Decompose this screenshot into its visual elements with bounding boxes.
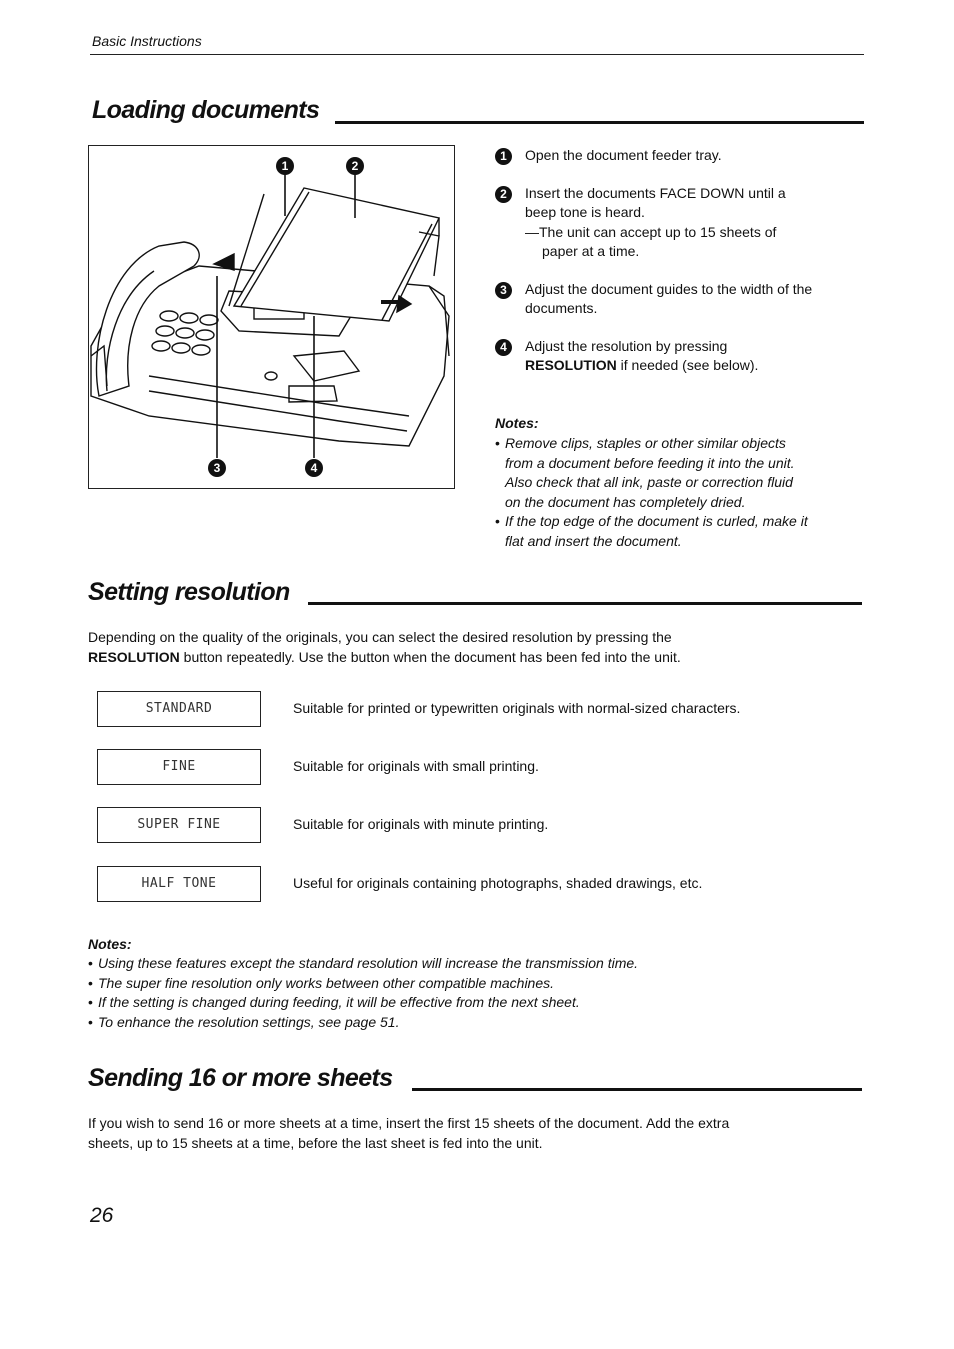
step-text [525,356,865,376]
mode-description: Suitable for originals with minute printing. [293,816,549,832]
step-text: beep tone is heard. [525,204,645,220]
sending-body [88,1114,868,1153]
lcd-display: STANDARD [97,691,261,727]
resolution-mode-super-fine [97,807,877,843]
resolution-mode-fine [97,749,877,785]
lcd-display: SUPER FINE [97,807,261,843]
sending-title-rule [412,1088,862,1091]
loading-steps [495,146,865,394]
step-4 [495,337,865,376]
step-number: 2 [495,186,512,203]
note-item [495,434,865,512]
note-line: flat and insert the document. [505,532,682,549]
note-line: • Remove clips, staples or other similar objects [505,435,786,451]
mode-description: Useful for originals containing photographs, shaded drawings, etc. [293,875,703,891]
mode-description: Suitable for printed or typewritten originals with normal-sized characters. [293,700,741,716]
note-item: • The super fine resolution only works between other compatible machines. [88,974,878,994]
step-number: 3 [495,282,512,299]
step-2 [495,184,865,262]
step-text: —The unit can accept up to 15 sheets of [525,223,777,240]
sending-sheets-title: Sending 16 or more sheets [88,1064,393,1092]
mode-description: Suitable for originals with small printing. [293,758,539,774]
notes-title: Notes: [88,936,132,952]
fax-machine-illustration [88,145,455,489]
note-item: • If the setting is changed during feeding, it will be effective from the next sheet. [88,993,878,1013]
body-line: If you wish to send 16 or more sheets at a time, insert the first 15 sheets of the document. Add the extra [88,1115,730,1131]
callout-3: 3 [213,461,221,475]
intro-line [88,648,868,668]
callout-2: 2 [351,159,359,173]
step-text: Open the document feeder tray. [525,147,722,163]
note-line: from a document before feeding it into the unit. [505,454,795,471]
callout-4: 4 [310,461,318,475]
callout-1: 1 [281,159,289,173]
step-number: 1 [495,148,512,165]
step-text: Insert the documents FACE DOWN until a [525,184,786,201]
step-text: paper at a time. [542,243,640,259]
step-3 [495,280,865,319]
step-1 [495,146,865,166]
setting-resolution-title: Setting resolution [88,578,290,606]
note-line: • If the top edge of the document is curled, make it [505,513,808,529]
header-rule [90,54,864,55]
running-head: Basic Instructions [92,33,202,49]
resolution-title-rule [308,602,862,605]
lcd-display: HALF TONE [97,866,261,902]
resolution-mode-half-tone [97,866,877,902]
intro-rest: button repeatedly. Use the button when the document has been fed into the unit. [179,648,681,665]
step-number: 4 [495,339,512,356]
resolution-keyword: RESOLUTION [525,357,617,373]
step-text: documents. [525,300,598,316]
intro-line: Depending on the quality of the originals, you can select the desired resolution by pressing the [88,629,672,645]
resolution-notes [88,936,878,1032]
body-line: sheets, up to 15 sheets at a time, before the last sheet is fed into the unit. [88,1134,543,1151]
fax-machine-drawing [89,146,456,490]
note-line: on the document has completely dried. [505,493,746,510]
note-line: Also check that all ink, paste or correction fluid [505,474,793,490]
loading-documents-title: Loading documents [92,96,320,124]
resolution-keyword: RESOLUTION [88,648,180,665]
lcd-display: FINE [97,749,261,785]
step-text: Adjust the resolution by pressing [525,337,728,354]
resolution-mode-standard [97,691,877,727]
resolution-intro [88,628,868,667]
note-item: • To enhance the resolution settings, see page 51. [88,1013,878,1033]
note-item: • Using these features except the standard resolution will increase the transmission time. [88,954,878,974]
notes-title: Notes: [495,415,539,431]
loading-notes [495,415,865,551]
loading-title-rule [335,121,864,124]
page-number: 26 [90,1204,114,1227]
step-text: Adjust the document guides to the width of the [525,280,813,297]
note-item [495,512,865,551]
step-text-rest: if needed (see below). [616,357,759,373]
